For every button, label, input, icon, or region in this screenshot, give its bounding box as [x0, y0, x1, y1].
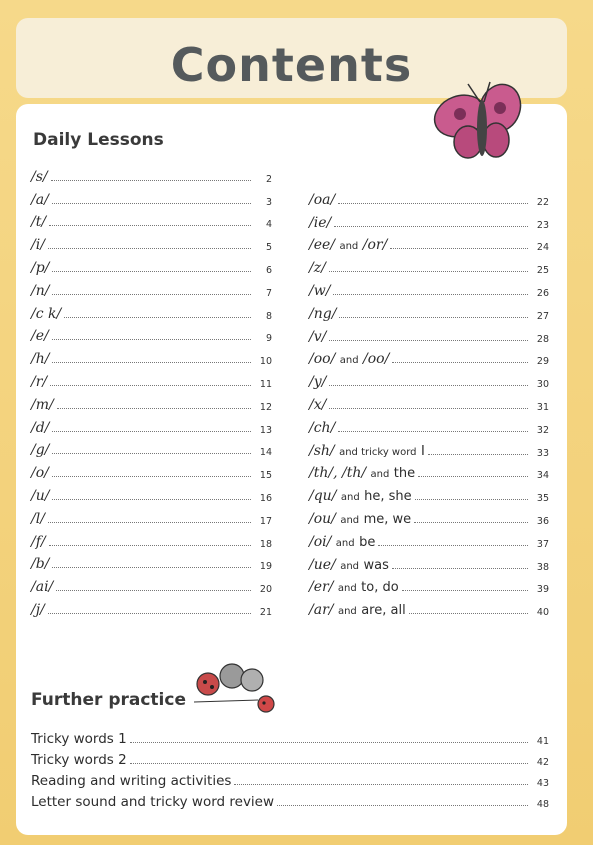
second-label: to, do [361, 580, 399, 596]
contents-row-label [31, 773, 231, 789]
contents-row-label [31, 602, 45, 618]
dot-leader [52, 498, 251, 500]
contents-row [31, 789, 549, 810]
sound-label: /z/ [309, 260, 326, 277]
contents-row-label [31, 169, 48, 185]
contents-row [309, 208, 549, 231]
connector-text: and [337, 606, 357, 618]
second-label: /oo/ [363, 351, 390, 368]
sound-label: Tricky words 1 [31, 731, 127, 747]
dot-leader [329, 407, 528, 409]
contents-row-label [31, 283, 49, 299]
dot-leader [52, 361, 251, 363]
sound-label: /i/ [31, 237, 45, 254]
contents-row [31, 390, 272, 413]
contents-row [31, 322, 272, 345]
contents-row [31, 458, 272, 481]
dot-leader [329, 384, 528, 386]
page-number: 14 [259, 447, 272, 459]
contents-row [309, 390, 549, 413]
connector-text: and [340, 492, 360, 504]
contents-row-label [31, 214, 46, 230]
contents-row [31, 481, 272, 504]
page-number: 25 [536, 265, 549, 277]
daily-lessons-right-column [309, 185, 549, 618]
dot-leader [234, 783, 528, 785]
sound-label: /b/ [31, 556, 50, 573]
contents-row-label [31, 488, 49, 504]
sound-label: /qu/ [309, 488, 337, 505]
contents-row [309, 276, 549, 299]
page-number: 34 [536, 470, 549, 482]
contents-row [309, 299, 549, 322]
contents-row [309, 436, 549, 459]
contents-row-label [309, 579, 399, 595]
sound-label: /c k/ [31, 305, 62, 322]
dot-leader [378, 544, 528, 546]
second-label: he, she [364, 489, 412, 505]
daily-lessons-left-column [31, 162, 272, 618]
contents-row-label [309, 306, 336, 322]
page-number: 2 [265, 173, 272, 185]
contents-row [31, 344, 272, 367]
page-title: Contents [170, 38, 413, 92]
contents-row-label [31, 374, 47, 390]
contents-row [31, 208, 272, 231]
second-label: me, we [363, 511, 412, 527]
dot-leader [390, 247, 528, 249]
dot-leader [52, 270, 251, 272]
contents-row-label [31, 731, 127, 747]
dot-leader [130, 741, 528, 743]
second-label: the [393, 466, 416, 482]
contents-row-label [309, 420, 335, 436]
page-number: 30 [536, 379, 549, 391]
sound-label: /oo/ [309, 351, 336, 368]
sound-label: /u/ [31, 487, 50, 504]
sound-label: /ng/ [309, 305, 337, 322]
dot-leader [52, 338, 251, 340]
contents-row [309, 345, 549, 368]
contents-row [31, 527, 272, 550]
page-number: 16 [259, 492, 272, 504]
sound-label: /ar/ [309, 602, 334, 619]
connector-text: and [340, 514, 360, 526]
sound-label: /er/ [309, 579, 334, 596]
contents-row-label [31, 442, 49, 458]
sound-label: /r/ [31, 373, 48, 390]
dot-leader [48, 612, 251, 614]
sound-label: /m/ [31, 396, 54, 413]
contents-row-label [31, 397, 54, 413]
page-number: 26 [536, 287, 549, 299]
contents-row-label [309, 329, 326, 345]
contents-row [31, 550, 272, 573]
contents-row-label [309, 443, 425, 459]
dot-leader [339, 316, 528, 318]
contents-row [31, 747, 549, 768]
dot-leader [48, 521, 251, 523]
contents-row-label [309, 465, 415, 481]
contents-row-label [309, 488, 412, 504]
butterfly-icon [430, 78, 525, 170]
sound-label: /ee/ [309, 237, 336, 254]
page-number: 36 [536, 515, 549, 527]
contents-row [309, 322, 549, 345]
contents-row-label [309, 557, 389, 573]
contents-row-label [31, 328, 49, 344]
sound-label: /n/ [31, 282, 50, 299]
contents-row [31, 276, 272, 299]
contents-row-label [31, 511, 45, 527]
connector-text: and [335, 537, 355, 549]
dot-leader [52, 293, 251, 295]
page-number: 35 [536, 493, 549, 505]
page-number: 31 [536, 401, 549, 413]
dot-leader [333, 293, 528, 295]
dot-leader [338, 430, 528, 432]
contents-row-label [31, 579, 53, 595]
second-label: /or/ [362, 237, 388, 254]
page-number: 20 [259, 584, 272, 596]
connector-text: and [340, 560, 360, 572]
contents-row-label [31, 794, 274, 810]
sound-label: Letter sound and tricky word review [31, 794, 275, 810]
page-number: 29 [536, 356, 549, 368]
sound-label: /th/, /th/ [309, 465, 367, 482]
sound-label: /y/ [309, 374, 327, 391]
connector-text: and [370, 469, 390, 481]
contents-row-label [309, 534, 375, 550]
contents-row [309, 459, 549, 482]
sound-label: /a/ [31, 191, 49, 208]
contents-row [309, 367, 549, 390]
contents-row [31, 768, 549, 789]
dot-leader [329, 270, 528, 272]
page-number: 7 [265, 287, 272, 299]
contents-row-label [309, 374, 326, 390]
contents-row [309, 253, 549, 276]
sound-label: /ie/ [309, 214, 332, 231]
sound-label: /sh/ [309, 442, 335, 459]
sound-label: /ch/ [309, 419, 336, 436]
second-label: I [420, 443, 425, 459]
contents-row-label [309, 192, 335, 208]
second-label: was [363, 557, 389, 573]
page-number: 38 [536, 561, 549, 573]
page-number: 41 [536, 736, 549, 747]
page-number: 48 [536, 799, 549, 810]
sound-label: /e/ [31, 328, 49, 345]
daily-lessons-heading: Daily Lessons [33, 130, 164, 150]
sound-label: /oa/ [309, 191, 336, 208]
page-number: 27 [536, 310, 549, 322]
contents-row [31, 595, 272, 618]
contents-row-label [309, 511, 411, 527]
page-number: 10 [259, 356, 272, 368]
page-number: 28 [536, 333, 549, 345]
contents-row [309, 527, 549, 550]
contents-row [31, 436, 272, 459]
contents-row [309, 550, 549, 573]
page-number: 11 [259, 378, 272, 390]
sound-label: /ou/ [309, 510, 336, 527]
contents-row-label [309, 602, 406, 618]
sound-label: /h/ [31, 351, 50, 368]
dot-leader [402, 589, 528, 591]
contents-row [31, 572, 272, 595]
page-number: 15 [259, 470, 272, 482]
dot-leader [52, 475, 251, 477]
contents-row [309, 413, 549, 436]
contents-row [31, 299, 272, 322]
contents-row-label [309, 283, 330, 299]
dot-leader [57, 407, 251, 409]
further-practice-list [31, 726, 549, 810]
dot-leader [56, 589, 251, 591]
dot-leader [414, 521, 528, 523]
contents-row [31, 162, 272, 185]
page-number: 3 [265, 196, 272, 208]
contents-row-label [31, 465, 49, 481]
page-number: 12 [259, 401, 272, 413]
contents-row [31, 413, 272, 436]
contents-row-label [31, 752, 127, 768]
page-number: 5 [265, 242, 272, 254]
dot-leader [49, 544, 251, 546]
sound-label: /l/ [31, 510, 45, 527]
contents-row [31, 253, 272, 276]
contents-row-label [31, 306, 61, 322]
page-number: 33 [536, 447, 549, 459]
dot-leader [415, 498, 528, 500]
sound-label: /s/ [31, 168, 48, 185]
page-number: 32 [536, 424, 549, 436]
contents-row [31, 367, 272, 390]
connector-text: and [339, 241, 359, 253]
dot-leader [52, 430, 251, 432]
dot-leader [51, 179, 251, 181]
contents-row-label [31, 534, 46, 550]
sound-label: /v/ [309, 328, 327, 345]
contents-row [31, 726, 549, 747]
dot-leader [428, 453, 528, 455]
page-number: 4 [265, 219, 272, 231]
contents-row [309, 481, 549, 504]
sound-label: Tricky words 2 [31, 752, 127, 768]
contents-row-label [309, 260, 326, 276]
sound-label: /ai/ [31, 579, 54, 596]
page-number: 17 [259, 515, 272, 527]
page-number: 6 [265, 264, 272, 276]
sound-label: /t/ [31, 214, 47, 231]
sound-label: /j/ [31, 601, 45, 618]
page-number: 18 [259, 538, 272, 550]
dot-leader [49, 224, 251, 226]
dot-leader [277, 804, 528, 806]
contents-row-label [309, 351, 389, 367]
page-number: 37 [536, 538, 549, 550]
contents-row [31, 185, 272, 208]
dot-leader [409, 612, 528, 614]
contents-row-label [309, 215, 331, 231]
page-number: 43 [536, 778, 549, 789]
page-number: 13 [259, 424, 272, 436]
dot-leader [392, 567, 528, 569]
page-number: 19 [259, 561, 272, 573]
dot-leader [64, 316, 251, 318]
sound-label: /d/ [31, 419, 50, 436]
connector-text: and tricky word [339, 446, 417, 458]
contents-row-label [31, 556, 49, 572]
contents-row-label [31, 351, 49, 367]
contents-row [31, 230, 272, 253]
page-number: 8 [265, 310, 272, 322]
contents-row-label [31, 260, 49, 276]
second-label: are, all [361, 603, 406, 619]
contents-row [31, 504, 272, 527]
connector-text: and [337, 583, 357, 595]
sound-label: /o/ [31, 465, 49, 482]
dot-leader [392, 361, 528, 363]
dot-leader [48, 247, 251, 249]
contents-row [309, 595, 549, 618]
connector-text: and [339, 355, 359, 367]
sound-label: /w/ [309, 282, 331, 299]
further-practice-heading: Further practice [31, 690, 186, 710]
dot-leader [338, 202, 528, 204]
page-number: 21 [259, 606, 272, 618]
dot-leader [329, 339, 528, 341]
dot-leader [52, 202, 251, 204]
sound-label: /oi/ [309, 533, 332, 550]
contents-row-label [31, 420, 49, 436]
dot-leader [130, 762, 528, 764]
contents-row-label [309, 237, 387, 253]
sound-label: /p/ [31, 259, 50, 276]
contents-row [309, 231, 549, 254]
dot-leader [334, 225, 528, 227]
page-number: 24 [536, 242, 549, 254]
dot-leader [52, 452, 251, 454]
second-label: be [359, 534, 376, 550]
page-number: 22 [536, 196, 549, 208]
ladybird-group-icon [188, 660, 280, 716]
page-number: 39 [536, 584, 549, 596]
contents-row-label [309, 397, 326, 413]
contents-row [309, 185, 549, 208]
page-number: 9 [265, 333, 272, 345]
page-number: 42 [536, 757, 549, 768]
sound-label: /g/ [31, 442, 50, 459]
contents-row [309, 504, 549, 527]
sound-label: Reading and writing activities [31, 773, 232, 789]
page-number: 40 [536, 607, 549, 619]
contents-row-label [31, 192, 49, 208]
sound-label: /x/ [309, 396, 327, 413]
dot-leader [50, 384, 251, 386]
page-number: 23 [536, 219, 549, 231]
contents-row [309, 573, 549, 596]
sound-label: /f/ [31, 533, 46, 550]
dot-leader [52, 566, 251, 568]
sound-label: /ue/ [309, 556, 336, 573]
contents-row-label [31, 237, 45, 253]
dot-leader [418, 475, 528, 477]
